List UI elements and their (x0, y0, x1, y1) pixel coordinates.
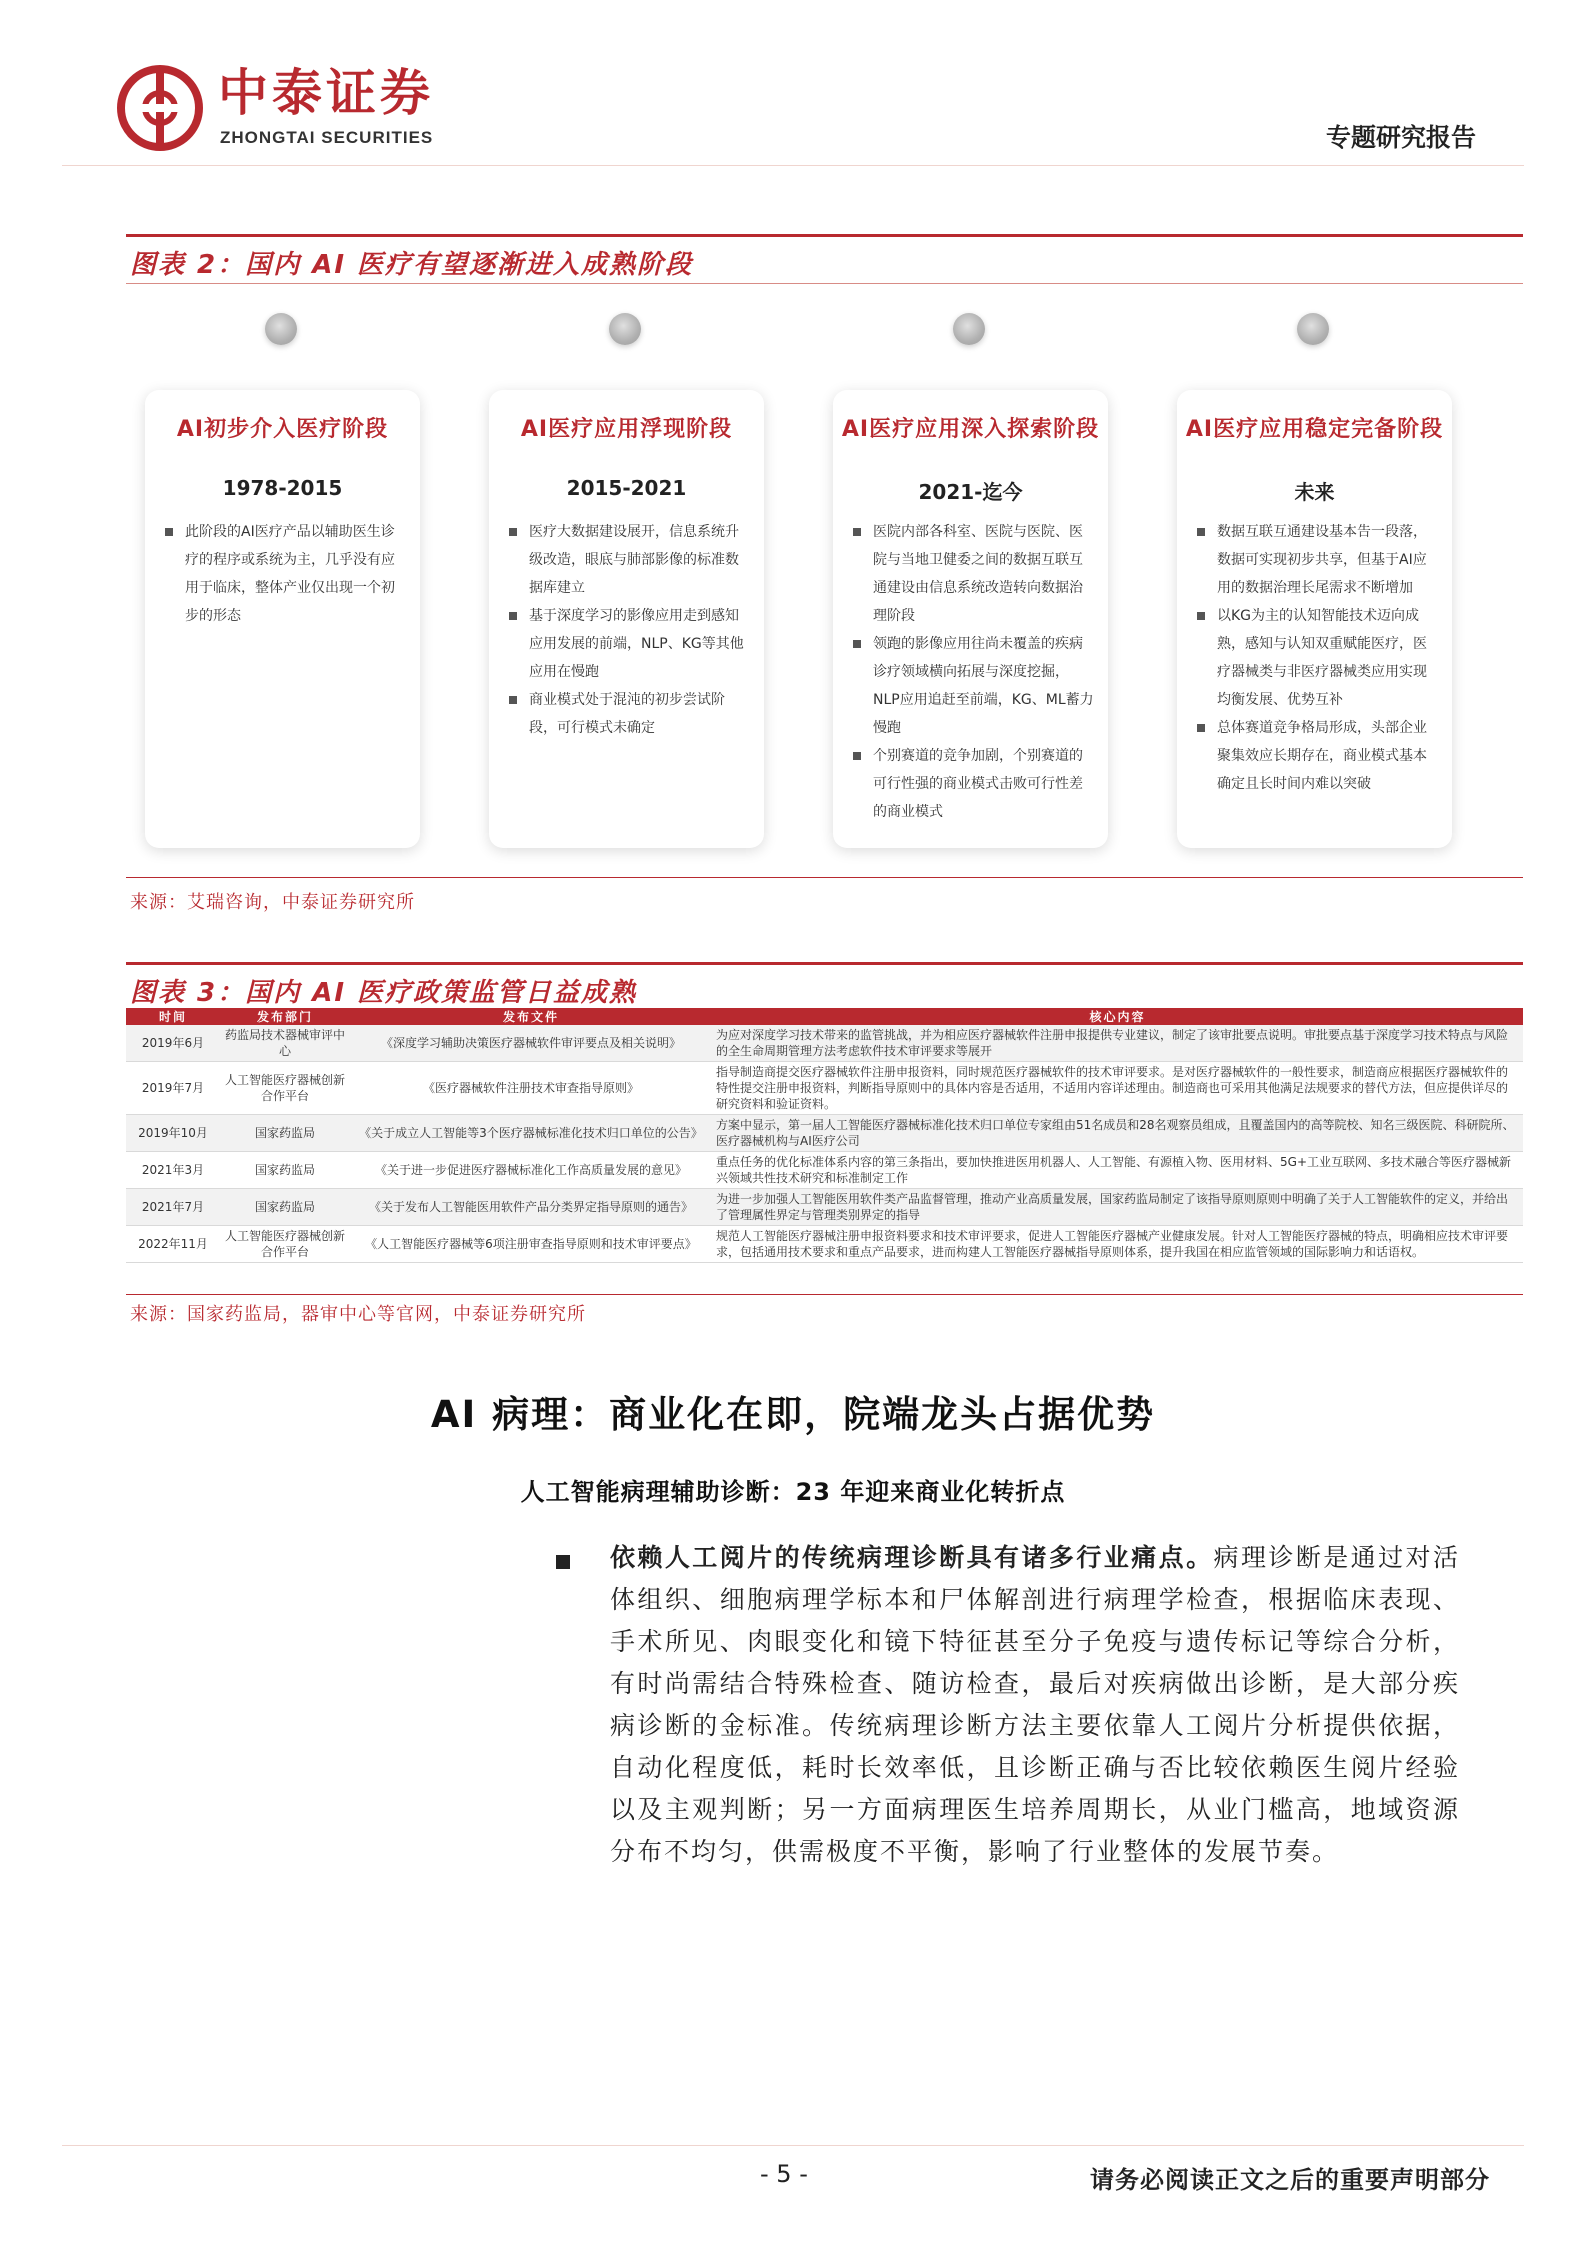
timeline-dot-icon (953, 313, 985, 345)
cell-department: 药监局技术器械审评中心 (220, 1025, 350, 1062)
logo-english-name: ZHONGTAI SECURITIES (220, 128, 434, 147)
cell-time: 2022年11月 (126, 1226, 220, 1263)
figure3-bottom-rule (126, 1294, 1523, 1295)
stage-points (163, 518, 406, 630)
stage-title: AI医疗应用深入探索阶段 (841, 417, 1100, 442)
stage-card-3 (833, 390, 1108, 848)
table-header-row (126, 1008, 1523, 1025)
body-paragraph (610, 1537, 1460, 1873)
cell-time: 2021年7月 (126, 1189, 220, 1226)
paragraph-lead: 依赖人工阅片的传统病理诊断具有诸多行业痛点。 (610, 1543, 1214, 1572)
stage-points (507, 518, 750, 742)
table-row (126, 1062, 1523, 1115)
page-number: - 5 - (760, 2160, 808, 2188)
cell-content: 指导制造商提交医疗器械软件注册申报资料，同时规范医疗器械软件的技术审评要求。是对医疗器械软件的一般性要求，制造商应根据医疗器械软件的特性提交注册申报资料，判断指导原则中的具体内容是否适用，不适用内容详述理由。制造商也可采用其他满足法规要求的替代方法，但应提供详尽的研究资料和验证资料。 (712, 1062, 1523, 1115)
cell-time: 2021年3月 (126, 1152, 220, 1189)
table-row (126, 1152, 1523, 1189)
logo-chinese-name: 中泰证券 (218, 64, 434, 122)
cell-department: 国家药监局 (220, 1152, 350, 1189)
timeline-dot-icon (609, 313, 641, 345)
stage-title: AI初步介入医疗阶段 (176, 417, 389, 442)
cell-content: 为应对深度学习技术带来的监管挑战，并为相应医疗器械软件注册申报提供专业建议，制定了该审批要点说明。审批要点基于深度学习技术特点与风险的全生命周期管理方法考虑软件技术审评要求等展开 (712, 1025, 1523, 1062)
figure2-title-underline (126, 283, 1523, 284)
paragraph-text: 病理诊断是通过对活体组织、细胞病理学标本和尸体解剖进行病理学检查，根据临床表现、手术所见、肉眼变化和镜下特征甚至分子免疫与遗传标记等综合分析，有时尚需结合特殊检查、随访检查，最后对疾病做出诊断，是大部分疾病诊断的金标准。传统病理诊断方法主要依靠人工阅片分析提供依据，自动化程度低，耗时长效率低，且诊断正确与否比较依赖医生阅片经验以及主观判断；另一方面病理医生培养周期长，从业门槛高，地域资源分布不均匀，供需极度不平衡，影响了行业整体的发展节奏。 (610, 1543, 1460, 1866)
stage-point: 基于深度学习的影像应用走到感知应用发展的前端，NLP、KG等其他应用在慢跑 (507, 602, 750, 686)
stage-point: 领跑的影像应用往尚未覆盖的疾病诊疗领域横向拓展与深度挖掘，NLP应用追赶至前端，KG、ML蓄力慢跑 (851, 630, 1094, 742)
cell-time: 2019年7月 (126, 1062, 220, 1115)
figure3-title: 图表 3：国内 AI 医疗政策监管日益成熟 (130, 978, 638, 1008)
figure2-bottom-rule (126, 877, 1523, 878)
stage-card-1 (145, 390, 420, 848)
column-header-document: 发布文件 (350, 1008, 712, 1025)
section-subtitle: 人工智能病理辅助诊断：23 年迎来商业化转折点 (520, 1478, 1066, 1506)
table-row (126, 1189, 1523, 1226)
cell-document: 《人工智能医疗器械等6项注册审查指导原则和技术审评要点》 (350, 1226, 712, 1263)
column-header-department: 发布部门 (220, 1008, 350, 1025)
zhongtai-logo-icon (116, 64, 204, 152)
bullet-square-icon (556, 1555, 570, 1569)
cell-content: 规范人工智能医疗器械注册申报资料要求和技术审评要求，促进人工智能医疗器械产业健康发展。针对人工智能医疗器械的特点，明确相应技术审评要求，包括通用技术要求和重点产品要求，进而构建人工智能医疗器械指导原则体系，提升我国在相应监管领域的国际影响力和话语权。 (712, 1226, 1523, 1263)
cell-content: 重点任务的优化标准体系内容的第三条指出，要加快推进医用机器人、人工智能、有源植入物、医用材料、5G+工业互联网、多技术融合等医疗器械新兴领域共性技术研究和标准制定工作 (712, 1152, 1523, 1189)
figure2-top-bar (126, 234, 1523, 237)
stage-period: 未来 (1294, 480, 1335, 504)
cell-time: 2019年6月 (126, 1025, 220, 1062)
cell-department: 人工智能医疗器械创新合作平台 (220, 1062, 350, 1115)
cell-document: 《医疗器械软件注册技术审查指导原则》 (350, 1062, 712, 1115)
cell-content: 为进一步加强人工智能医用软件类产品监督管理，推动产业高质量发展，国家药监局制定了该指导原则原则中明确了关于人工智能软件的定义，并给出了管理属性界定与管理类别界定的指导 (712, 1189, 1523, 1226)
timeline-dot-icon (1297, 313, 1329, 345)
stage-point: 此阶段的AI医疗产品以辅助医生诊疗的程序或系统为主，几乎没有应用于临床，整体产业仅出现一个初步的形态 (163, 518, 406, 630)
stage-point: 以KG为主的认知智能技术迈向成熟，感知与认知双重赋能医疗，医疗器械类与非医疗器械类应用实现均衡发展、优势互补 (1195, 602, 1438, 714)
document-type-label: 专题研究报告 (1325, 123, 1476, 152)
stage-period: 1978-2015 (222, 476, 343, 500)
figure2-title: 图表 2：国内 AI 医疗有望逐渐进入成熟阶段 (130, 250, 694, 280)
timeline-dot-icon (265, 313, 297, 345)
cell-department: 国家药监局 (220, 1115, 350, 1152)
stage-period: 2015-2021 (566, 476, 687, 500)
stage-points (1195, 518, 1438, 798)
column-header-content: 核心内容 (712, 1008, 1523, 1025)
section-title: AI 病理：商业化在即，院端龙头占据优势 (430, 1393, 1156, 1436)
stage-point: 个别赛道的竞争加剧，个别赛道的可行性强的商业模式击败可行性差的商业模式 (851, 742, 1094, 826)
stage-point: 总体赛道竞争格局形成，头部企业聚集效应长期存在，商业模式基本确定且长时间内难以突破 (1195, 714, 1438, 798)
cell-department: 人工智能医疗器械创新合作平台 (220, 1226, 350, 1263)
cell-document: 《深度学习辅助决策医疗器械软件审评要点及相关说明》 (350, 1025, 712, 1062)
footer-divider (62, 2145, 1524, 2146)
stage-card-2 (489, 390, 764, 848)
header-divider (62, 165, 1524, 166)
table-row (126, 1115, 1523, 1152)
stage-title: AI医疗应用稳定完备阶段 (1185, 417, 1444, 442)
cell-document: 《关于成立人工智能等3个医疗器械标准化技术归口单位的公告》 (350, 1115, 712, 1152)
stage-points (851, 518, 1094, 826)
stage-period: 2021-迄今 (918, 480, 1023, 504)
stage-point: 医院内部各科室、医院与医院、医院与当地卫健委之间的数据互联互通建设由信息系统改造转向数据治理阶段 (851, 518, 1094, 630)
stage-point: 医疗大数据建设展开，信息系统升级改造，眼底与肺部影像的标准数据库建立 (507, 518, 750, 602)
stage-card-4 (1177, 390, 1452, 848)
disclaimer-text: 请务必阅读正文之后的重要声明部分 (1090, 2166, 1490, 2194)
column-header-time: 时间 (126, 1008, 220, 1025)
figure2-source: 来源：艾瑞咨询，中泰证券研究所 (130, 892, 415, 913)
stage-point: 商业模式处于混沌的初步尝试阶段，可行模式未确定 (507, 686, 750, 742)
figure3-top-bar (126, 962, 1523, 965)
cell-content: 方案中显示，第一届人工智能医疗器械标准化技术归口单位专家组由51名成员和28名观察员组成，且覆盖国内的高等院校、知名三级医院、科研院所、医疗器械机构与AI医疗公司 (712, 1115, 1523, 1152)
table-row (126, 1025, 1523, 1062)
table-row (126, 1226, 1523, 1263)
cell-department: 国家药监局 (220, 1189, 350, 1226)
cell-document: 《关于发布人工智能医用软件产品分类界定指导原则的通告》 (350, 1189, 712, 1226)
cell-time: 2019年10月 (126, 1115, 220, 1152)
stage-point: 数据互联互通建设基本告一段落，数据可实现初步共享，但基于AI应用的数据治理长尾需求不断增加 (1195, 518, 1438, 602)
cell-document: 《关于进一步促进医疗器械标准化工作高质量发展的意见》 (350, 1152, 712, 1189)
figure3-source: 来源：国家药监局，器审中心等官网，中泰证券研究所 (130, 1304, 586, 1325)
stage-title: AI医疗应用浮现阶段 (520, 417, 733, 442)
policy-table (126, 1008, 1523, 1263)
